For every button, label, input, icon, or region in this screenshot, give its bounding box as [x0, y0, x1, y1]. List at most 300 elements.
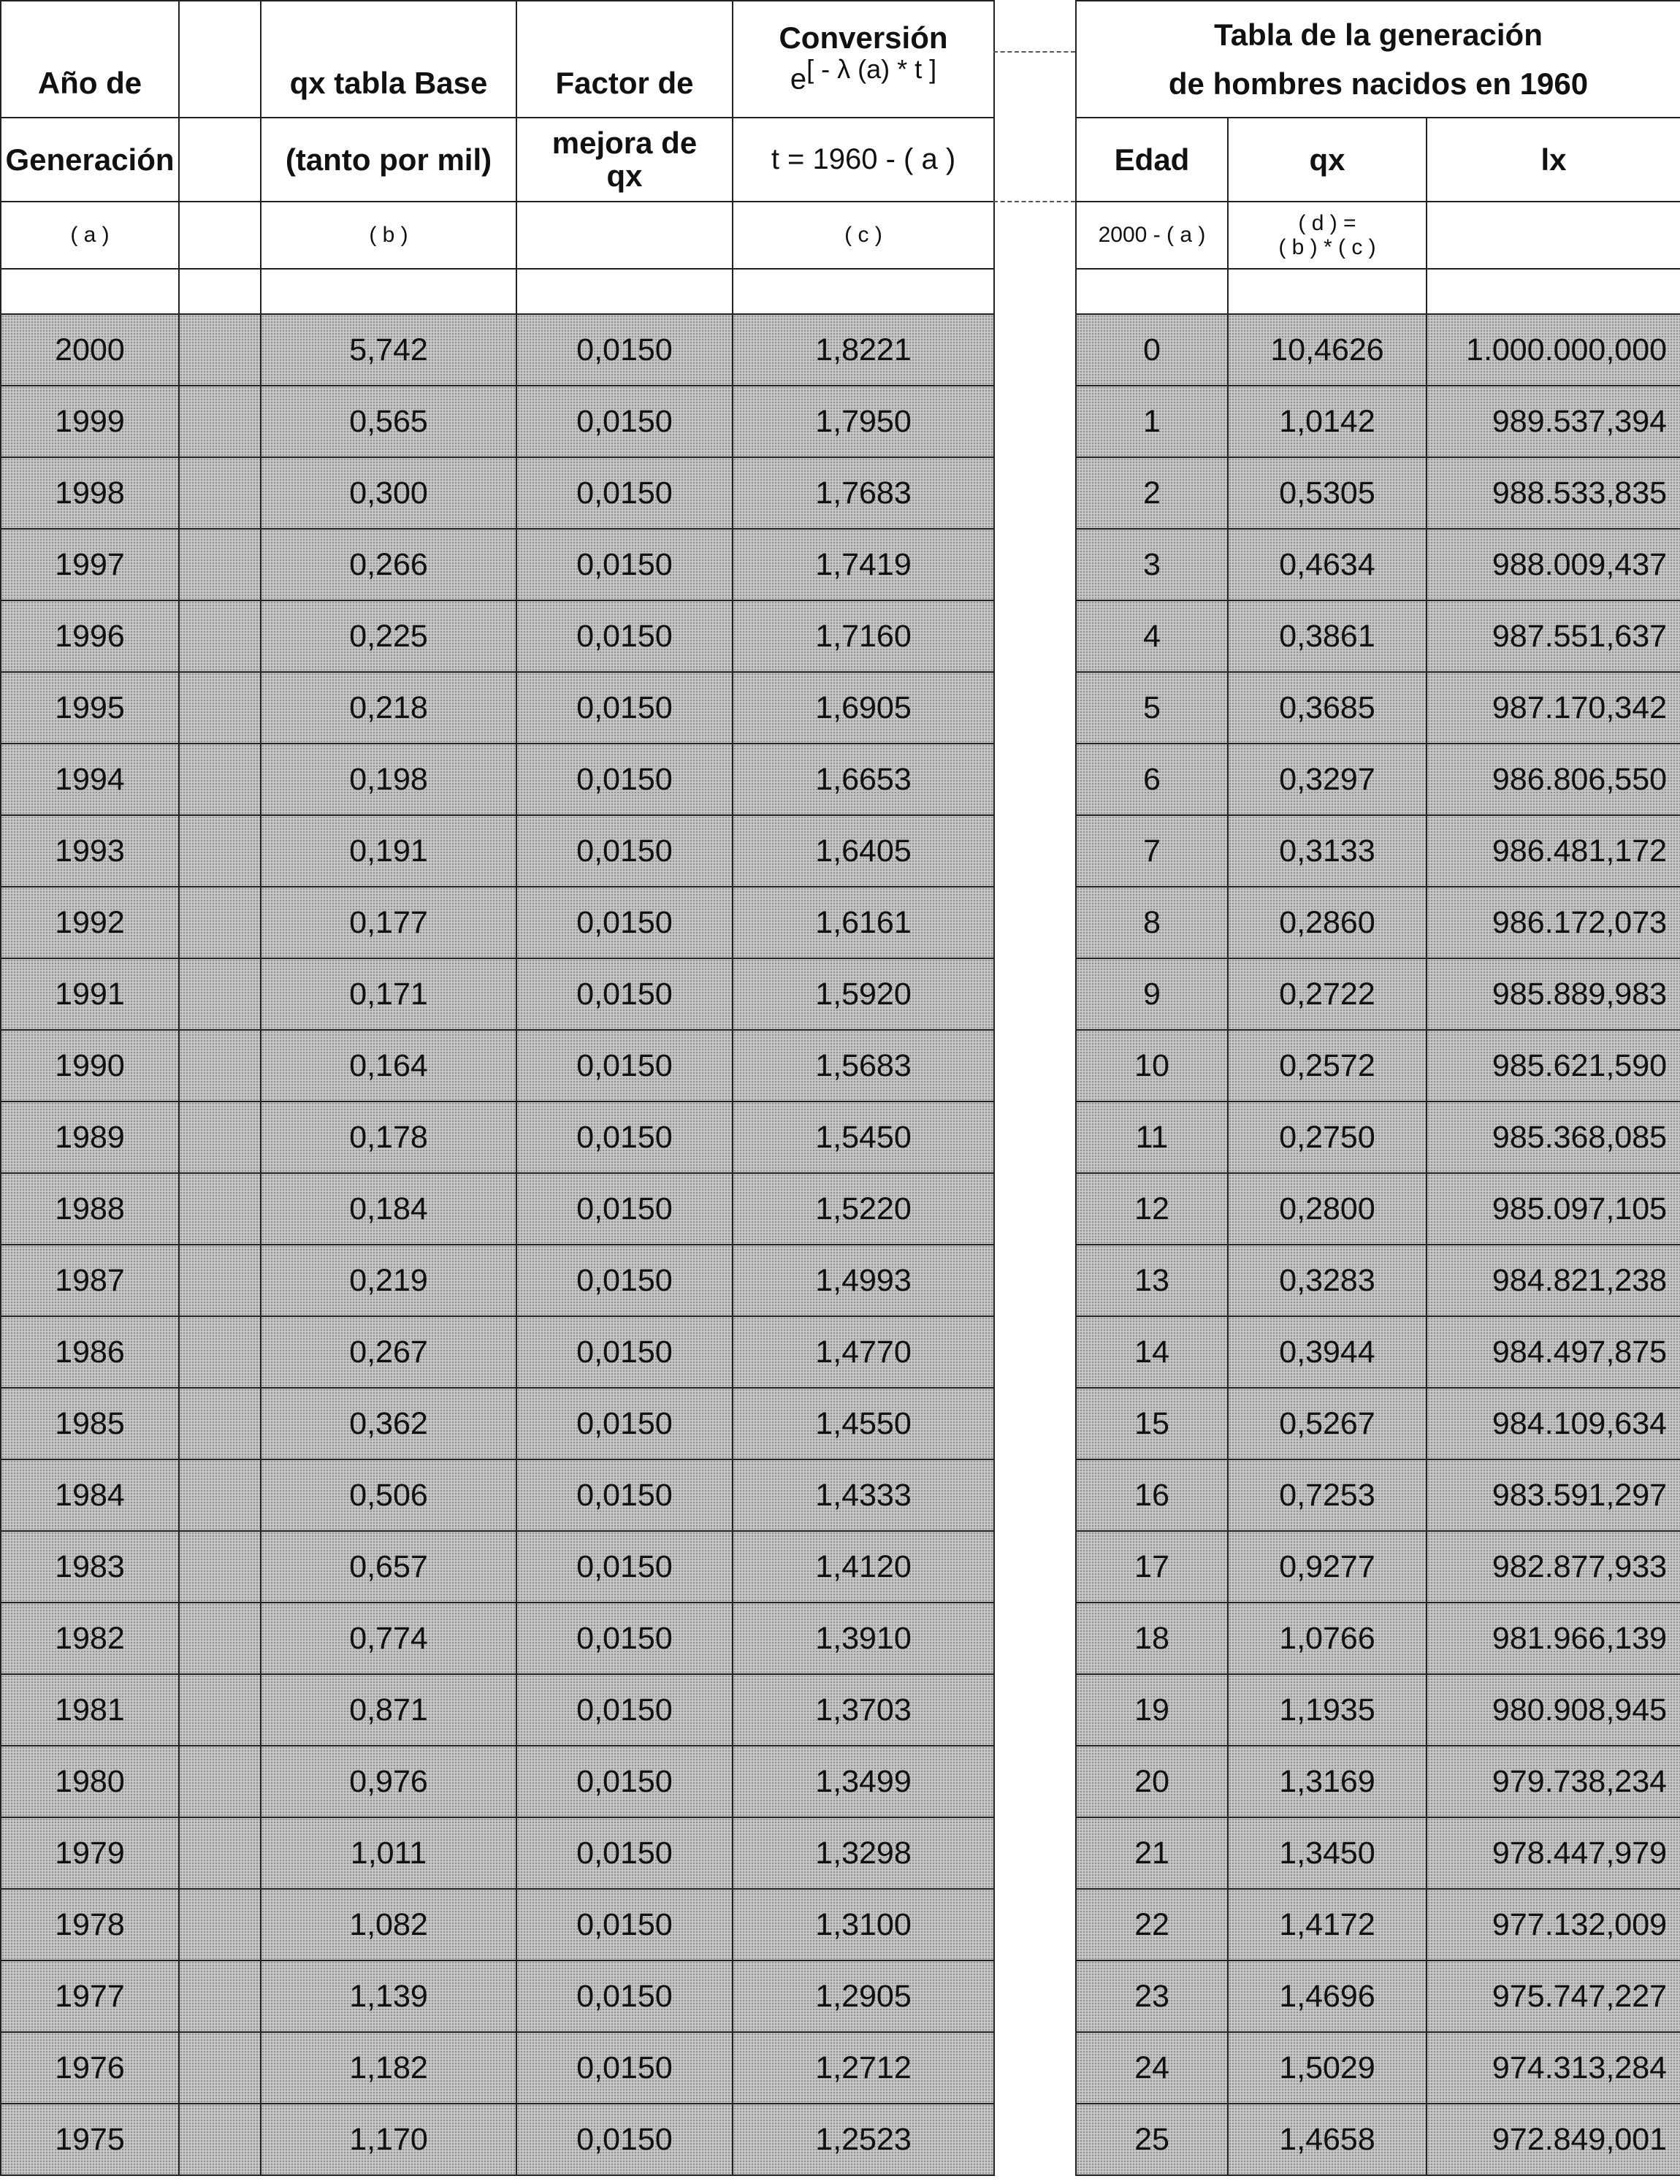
formula-exponent: [ - λ (a) * t ] [806, 54, 937, 85]
conversion-cell: 1,6905 [733, 672, 994, 744]
table-row [1076, 2032, 1680, 2104]
table-row [1, 744, 994, 815]
lx-cell: 980.908,945 [1427, 1674, 1680, 1746]
table-row [1, 1316, 994, 1388]
qx-base-cell: 5,742 [261, 314, 516, 386]
table-row [1076, 1245, 1680, 1316]
factor-cell: 0,0150 [516, 1388, 733, 1459]
year-cell: 1982 [1, 1603, 179, 1674]
qx-base-cell: 0,164 [261, 1030, 516, 1101]
blank-cell [179, 269, 261, 314]
year-cell: 2000 [1, 314, 179, 386]
blank-cell [516, 269, 733, 314]
table-row [1076, 1316, 1680, 1388]
spacer-cell [179, 958, 261, 1030]
qx-base-cell: 1,182 [261, 2032, 516, 2104]
edad-cell: 17 [1076, 1531, 1228, 1603]
edad-cell: 1 [1076, 386, 1228, 457]
blank-cell [1, 269, 179, 314]
qx-base-cell: 0,871 [261, 1674, 516, 1746]
lx-cell: 985.889,983 [1427, 958, 1680, 1030]
lx-cell: 984.109,634 [1427, 1388, 1680, 1459]
generation-title-line2: de hombres nacidos en 1960 [1168, 66, 1589, 101]
conversion-cell: 1,3499 [733, 1746, 994, 1817]
conversion-cell: 1,7160 [733, 600, 994, 672]
table-row [1076, 386, 1680, 457]
conversion-cell: 1,2905 [733, 1960, 994, 2032]
factor-cell: 0,0150 [516, 1459, 733, 1531]
year-cell: 1978 [1, 1889, 179, 1960]
lx-cell: 987.551,637 [1427, 600, 1680, 672]
header-conversion-formula [733, 54, 993, 96]
conversion-cell: 1,3703 [733, 1674, 994, 1746]
spacer-cell [179, 457, 261, 529]
qx-cell: 0,2800 [1228, 1173, 1427, 1245]
spacer-cell [179, 1603, 261, 1674]
qx-base-cell: 0,362 [261, 1388, 516, 1459]
edad-cell: 3 [1076, 529, 1228, 600]
spacer-cell [179, 2032, 261, 2104]
spacer-cell [179, 314, 261, 386]
lx-cell: 984.497,875 [1427, 1316, 1680, 1388]
spacer-cell [179, 672, 261, 744]
factor-cell: 0,0150 [516, 1817, 733, 1889]
ref-empty [1427, 202, 1680, 269]
spacer-cell [179, 815, 261, 887]
spacer-cell [179, 1889, 261, 1960]
table-row [1076, 1817, 1680, 1889]
table-row [1076, 1960, 1680, 2032]
lx-cell: 983.591,297 [1427, 1459, 1680, 1531]
factor-cell: 0,0150 [516, 1030, 733, 1101]
qx-cell: 0,3283 [1228, 1245, 1427, 1316]
table-row [1076, 1889, 1680, 1960]
conversion-cell: 1,2523 [733, 2104, 994, 2175]
qx-base-cell: 0,184 [261, 1173, 516, 1245]
factor-cell: 0,0150 [516, 1746, 733, 1817]
qx-base-cell: 1,170 [261, 2104, 516, 2175]
ref-a: ( a ) [1, 202, 179, 269]
table-row [1, 1603, 994, 1674]
edad-cell: 9 [1076, 958, 1228, 1030]
factor-cell: 0,0150 [516, 815, 733, 887]
year-cell: 1988 [1, 1173, 179, 1245]
table-row [1, 314, 994, 386]
table-row [1, 1173, 994, 1245]
edad-cell: 8 [1076, 887, 1228, 958]
qx-cell: 1,0766 [1228, 1603, 1427, 1674]
header-spacer [179, 202, 261, 269]
table-row [1, 1245, 994, 1316]
header-qx-base [261, 1, 516, 118]
divider-line [993, 201, 1075, 202]
conversion-cell: 1,4550 [733, 1388, 994, 1459]
edad-cell: 14 [1076, 1316, 1228, 1388]
qx-cell: 10,4626 [1228, 314, 1427, 386]
table-row [1, 600, 994, 672]
spacer-cell [179, 744, 261, 815]
qx-cell: 0,7253 [1228, 1459, 1427, 1531]
year-cell: 1986 [1, 1316, 179, 1388]
factor-cell: 0,0150 [516, 1889, 733, 1960]
lx-cell: 977.132,009 [1427, 1889, 1680, 1960]
spacer-cell [179, 887, 261, 958]
qx-cell: 0,2722 [1228, 958, 1427, 1030]
year-cell: 1984 [1, 1459, 179, 1531]
spacer-cell [179, 1388, 261, 1459]
qx-base-cell: 0,300 [261, 457, 516, 529]
spacer-cell [179, 1746, 261, 1817]
table-row [1, 457, 994, 529]
spacer-cell [179, 1245, 261, 1316]
header-ano [1, 1, 179, 118]
conversion-cell: 1,6405 [733, 815, 994, 887]
ref-d [1228, 202, 1427, 269]
edad-cell: 20 [1076, 1746, 1228, 1817]
blank-cell [1228, 269, 1427, 314]
conversion-cell: 1,5920 [733, 958, 994, 1030]
spacer-cell [179, 1674, 261, 1746]
generation-title [1076, 1, 1680, 118]
qx-cell: 0,5267 [1228, 1388, 1427, 1459]
ref-c: ( c ) [733, 202, 994, 269]
qx-base-cell: 0,191 [261, 815, 516, 887]
edad-cell: 18 [1076, 1603, 1228, 1674]
generation-title-line1: Tabla de la generación [1214, 17, 1543, 52]
year-cell: 1976 [1, 2032, 179, 2104]
edad-cell: 16 [1076, 1459, 1228, 1531]
table-row [1, 1960, 994, 2032]
lx-cell: 972.849,001 [1427, 2104, 1680, 2175]
edad-cell: 25 [1076, 2104, 1228, 2175]
ref-empty [516, 202, 733, 269]
table-row [1076, 958, 1680, 1030]
factor-cell: 0,0150 [516, 672, 733, 744]
qx-base-cell: 0,219 [261, 1245, 516, 1316]
conversion-cell: 1,5220 [733, 1173, 994, 1245]
lx-cell: 985.368,085 [1427, 1101, 1680, 1173]
lx-cell: 974.313,284 [1427, 2032, 1680, 2104]
table-row [1076, 672, 1680, 744]
edad-cell: 5 [1076, 672, 1228, 744]
spacer-cell [179, 2104, 261, 2175]
qx-cell: 1,4658 [1228, 2104, 1427, 2175]
header-t-formula: t = 1960 - ( a ) [733, 118, 994, 202]
qx-cell: 1,4172 [1228, 1889, 1427, 1960]
conversion-cell: 1,7419 [733, 529, 994, 600]
lx-cell: 988.533,835 [1427, 457, 1680, 529]
table-row [1, 1531, 994, 1603]
spacer-cell [179, 1459, 261, 1531]
table-row [1076, 457, 1680, 529]
conversion-cell: 1,8221 [733, 314, 994, 386]
factor-cell: 0,0150 [516, 958, 733, 1030]
year-cell: 1987 [1, 1245, 179, 1316]
qx-base-cell: 0,267 [261, 1316, 516, 1388]
table-row [1076, 744, 1680, 815]
conversion-cell: 1,5450 [733, 1101, 994, 1173]
table-row [1076, 1459, 1680, 1531]
qx-base-cell: 1,082 [261, 1889, 516, 1960]
factor-cell: 0,0150 [516, 386, 733, 457]
qx-cell: 0,9277 [1228, 1531, 1427, 1603]
lx-cell: 989.537,394 [1427, 386, 1680, 457]
edad-cell: 21 [1076, 1817, 1228, 1889]
year-cell: 1997 [1, 529, 179, 600]
qx-cell: 0,2860 [1228, 887, 1427, 958]
year-cell: 1980 [1, 1746, 179, 1817]
edad-cell: 10 [1076, 1030, 1228, 1101]
blank-cell [733, 269, 994, 314]
header-mejora-line3: qx [606, 158, 643, 193]
year-cell: 1989 [1, 1101, 179, 1173]
table-row [1, 1101, 994, 1173]
edad-cell: 15 [1076, 1388, 1228, 1459]
ref-d-line2: ( b ) * ( c ) [1278, 235, 1376, 259]
edad-cell: 12 [1076, 1173, 1228, 1245]
table-row [1076, 1603, 1680, 1674]
table-row [1076, 1388, 1680, 1459]
spacer-cell [179, 1531, 261, 1603]
table-row [1, 386, 994, 457]
table-row [1076, 529, 1680, 600]
spacer-cell [179, 1817, 261, 1889]
qx-base-cell: 1,139 [261, 1960, 516, 2032]
lx-cell: 985.621,590 [1427, 1030, 1680, 1101]
divider-line [993, 51, 1075, 53]
table-row [1, 887, 994, 958]
qx-base-cell: 0,198 [261, 744, 516, 815]
header-generacion: Generación [1, 118, 179, 202]
conversion-cell: 1,3298 [733, 1817, 994, 1889]
table-row [1076, 314, 1680, 386]
header-lx: lx [1427, 118, 1680, 202]
conversion-cell: 1,7683 [733, 457, 994, 529]
table-row [1076, 600, 1680, 672]
qx-base-cell: 0,178 [261, 1101, 516, 1173]
conversion-cell: 1,5683 [733, 1030, 994, 1101]
conversion-cell: 1,4333 [733, 1459, 994, 1531]
generation-table-body [1076, 314, 1680, 2175]
year-cell: 1991 [1, 958, 179, 1030]
factor-cell: 0,0150 [516, 2104, 733, 2175]
table-row [1076, 1101, 1680, 1173]
qx-cell: 1,3450 [1228, 1817, 1427, 1889]
table-row [1, 815, 994, 887]
ref-d-line1: ( d ) = [1298, 211, 1356, 235]
factor-cell: 0,0150 [516, 1173, 733, 1245]
edad-cell: 24 [1076, 2032, 1228, 2104]
qx-base-cell: 0,506 [261, 1459, 516, 1531]
blank-cell [261, 269, 516, 314]
base-table-body [1, 314, 994, 2175]
lx-cell: 981.966,139 [1427, 1603, 1680, 1674]
year-cell: 1977 [1, 1960, 179, 2032]
spacer-cell [179, 386, 261, 457]
table-row [1, 1030, 994, 1101]
conversion-cell: 1,7950 [733, 386, 994, 457]
ref-b: ( b ) [261, 202, 516, 269]
table-row [1, 529, 994, 600]
header-mejora-qx [516, 118, 733, 202]
qx-base-cell: 0,177 [261, 887, 516, 958]
factor-cell: 0,0150 [516, 1674, 733, 1746]
table-row [1, 1817, 994, 1889]
factor-cell: 0,0150 [516, 1531, 733, 1603]
qx-cell: 0,3685 [1228, 672, 1427, 744]
lx-cell: 979.738,234 [1427, 1746, 1680, 1817]
header-spacer [179, 1, 261, 118]
factor-cell: 0,0150 [516, 600, 733, 672]
spacer-cell [179, 600, 261, 672]
header-qx: qx [1228, 118, 1427, 202]
table-row [1, 958, 994, 1030]
factor-cell: 0,0150 [516, 744, 733, 815]
qx-cell: 0,2572 [1228, 1030, 1427, 1101]
qx-cell: 0,2750 [1228, 1101, 1427, 1173]
edad-cell: 4 [1076, 600, 1228, 672]
factor-cell: 0,0150 [516, 2032, 733, 2104]
conversion-cell: 1,3910 [733, 1603, 994, 1674]
spacer-cell [179, 529, 261, 600]
header-spacer [179, 118, 261, 202]
lx-cell: 986.172,073 [1427, 887, 1680, 958]
qx-cell: 0,3861 [1228, 600, 1427, 672]
qx-cell: 1,4696 [1228, 1960, 1427, 2032]
year-cell: 1981 [1, 1674, 179, 1746]
spacer-cell [179, 1101, 261, 1173]
year-cell: 1995 [1, 672, 179, 744]
lx-cell: 1.000.000,000 [1427, 314, 1680, 386]
edad-cell: 0 [1076, 314, 1228, 386]
qx-base-cell: 0,976 [261, 1746, 516, 1817]
qx-cell: 0,3944 [1228, 1316, 1427, 1388]
spacer-cell [179, 1173, 261, 1245]
qx-base-cell: 0,171 [261, 958, 516, 1030]
lx-cell: 986.481,172 [1427, 815, 1680, 887]
qx-base-cell: 0,218 [261, 672, 516, 744]
qx-base-cell: 1,011 [261, 1817, 516, 1889]
factor-cell: 0,0150 [516, 457, 733, 529]
header-qx-base-line1: qx tabla Base [289, 66, 488, 100]
table-row [1, 672, 994, 744]
conversion-cell: 1,3100 [733, 1889, 994, 1960]
factor-cell: 0,0150 [516, 1960, 733, 2032]
qx-cell: 1,5029 [1228, 2032, 1427, 2104]
edad-cell: 6 [1076, 744, 1228, 815]
lx-cell: 975.747,227 [1427, 1960, 1680, 2032]
lx-cell: 988.009,437 [1427, 529, 1680, 600]
qx-base-cell: 0,774 [261, 1603, 516, 1674]
blank-cell [1427, 269, 1680, 314]
lx-cell: 987.170,342 [1427, 672, 1680, 744]
qx-cell: 1,3169 [1228, 1746, 1427, 1817]
conversion-cell: 1,2712 [733, 2032, 994, 2104]
table-row [1, 2104, 994, 2175]
edad-cell: 13 [1076, 1245, 1228, 1316]
lx-cell: 982.877,933 [1427, 1531, 1680, 1603]
year-cell: 1975 [1, 2104, 179, 2175]
year-cell: 1985 [1, 1388, 179, 1459]
header-ano-line1: Año de [37, 66, 142, 100]
year-cell: 1979 [1, 1817, 179, 1889]
header-conversion-title: Conversión [779, 20, 948, 56]
factor-cell: 0,0150 [516, 1245, 733, 1316]
table-row [1076, 1030, 1680, 1101]
header-factor-line1: Factor de [555, 66, 694, 100]
factor-cell: 0,0150 [516, 314, 733, 386]
qx-cell: 1,1935 [1228, 1674, 1427, 1746]
table-row [1076, 1746, 1680, 1817]
edad-cell: 11 [1076, 1101, 1228, 1173]
factor-cell: 0,0150 [516, 887, 733, 958]
lx-cell: 978.447,979 [1427, 1817, 1680, 1889]
factor-cell: 0,0150 [516, 1316, 733, 1388]
conversion-cell: 1,6161 [733, 887, 994, 958]
edad-cell: 7 [1076, 815, 1228, 887]
qx-base-cell: 0,225 [261, 600, 516, 672]
header-tanto-por-mil: (tanto por mil) [261, 118, 516, 202]
edad-cell: 22 [1076, 1889, 1228, 1960]
year-cell: 1983 [1, 1531, 179, 1603]
header-edad: Edad [1076, 118, 1228, 202]
table-row [1076, 815, 1680, 887]
qx-base-cell: 0,266 [261, 529, 516, 600]
table-row [1, 1459, 994, 1531]
conversion-cell: 1,4120 [733, 1531, 994, 1603]
conversion-cell: 1,4993 [733, 1245, 994, 1316]
lx-cell: 985.097,105 [1427, 1173, 1680, 1245]
qx-cell: 0,5305 [1228, 457, 1427, 529]
header-factor [516, 1, 733, 118]
formula-base: e [790, 63, 807, 96]
table-row [1, 2032, 994, 2104]
year-cell: 1998 [1, 457, 179, 529]
year-cell: 1990 [1, 1030, 179, 1101]
table-row [1, 1388, 994, 1459]
factor-cell: 0,0150 [516, 1603, 733, 1674]
spacer-cell [179, 1316, 261, 1388]
blank-cell [1076, 269, 1228, 314]
factor-cell: 0,0150 [516, 529, 733, 600]
year-cell: 1994 [1, 744, 179, 815]
qx-cell: 1,0142 [1228, 386, 1427, 457]
table-row [1076, 1674, 1680, 1746]
table-row [1076, 1173, 1680, 1245]
year-cell: 1992 [1, 887, 179, 958]
table-row [1, 1674, 994, 1746]
conversion-cell: 1,6653 [733, 744, 994, 815]
lx-cell: 984.821,238 [1427, 1245, 1680, 1316]
table-row [1076, 1531, 1680, 1603]
edad-cell: 2 [1076, 457, 1228, 529]
table-row [1, 1746, 994, 1817]
table-row [1, 1889, 994, 1960]
factor-cell: 0,0150 [516, 1101, 733, 1173]
edad-cell: 19 [1076, 1674, 1228, 1746]
conversion-cell: 1,4770 [733, 1316, 994, 1388]
generation-table [1075, 0, 1680, 2176]
spacer-cell [179, 1030, 261, 1101]
edad-cell: 23 [1076, 1960, 1228, 2032]
spacer-cell [179, 1960, 261, 2032]
year-cell: 1993 [1, 815, 179, 887]
table-row [1076, 887, 1680, 958]
qx-cell: 0,3133 [1228, 815, 1427, 887]
year-cell: 1996 [1, 600, 179, 672]
table-row [1076, 2104, 1680, 2175]
qx-base-cell: 0,657 [261, 1531, 516, 1603]
